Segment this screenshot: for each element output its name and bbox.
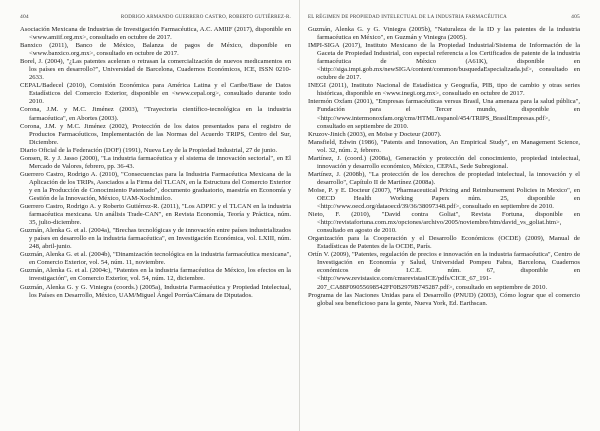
- reference-entry: Kruzov-Jinich (2003), en Moïse y Docteur (2007).: [308, 130, 442, 138]
- running-head-authors: RODRIGO ARMANDO GUERRERO CASTRO, ROBERTO GUTIÉRREZ-R.: [120, 15, 291, 20]
- reference-entry: Programa de las Naciones Unidas para el Desarrollo (PNUD) (2003), Cómo lograr que el comercio global sea beneficioso para la gente, Nueva York, Ed. Earthscan.: [308, 291, 580, 307]
- reference-entry: Martínez, J. (coord.) (2008a), Generación y protección del conocimiento, propiedad intelectual, innovación y desarrollo económico, México, CEPAL, Sede Subregional.: [308, 154, 580, 170]
- reference-entry: Guzmán, Alenka G. et al. (2004a), "Brechas tecnológicas y de innovación entre países industrializados y países en desarrollo en la industria farmacéutica", en Investigación Económica, vol. LXIII, núm. 248, abril-junio.: [20, 227, 291, 251]
- reference-list-left: [20, 26, 291, 300]
- reference-entry: Ortín V. (2009), "Patentes, regulación de precios e innovación en la industria farmacéutica", Centro de Investigación en Economía y Salud, Universidad Pompeu Fabra, Barcelona, Cuadernos económicos de I.C.E. núm. 67, disponible en <http://www.revistasice.com/cmsrevistasICE/pdfs/CICE_67_191-207_CA88F09055698542FF0B2979B745287.pdf>, consultado en septiembre de 2010.: [308, 251, 580, 291]
- reference-entry: Guzmán, Alenka G. et al. (2004c), "Patentes en la industria farmacéutica de México, los efectos en la investigación", en Comercio Exterior, vol. 54, núm. 12, diciembre.: [20, 267, 291, 283]
- running-header-left: [20, 14, 291, 20]
- reference-entry: Guzmán, Alenka G. y G. Viniegra (coords.) (2005a), Industria Farmacéutica y Propiedad Intelectual, los Países en Desarrollo, México, UAM/Miguel Ángel Porrúa/Cámara de Diputados.: [20, 283, 291, 299]
- reference-entry: Diario Oficial de la Federación (DOF) (1991), Nueva Ley de la Propiedad Industrial, 27 de junio.: [20, 146, 278, 154]
- reference-entry: CEPAL/Badecel (2010), Comisión Económica para América Latina y el Caribe/Base de Datos Estadísticos del Comercio Exterior, disponible en <www.cepal.org>, consultado durante todo 2010.: [20, 82, 291, 106]
- reference-entry: Guzmán, Alenka G. y G. Viniegra (2005b), "Naturaleza de la ID y las patentes de la industria farmacéutica en México", en Guzmán y Viniegra (2005).: [308, 26, 580, 42]
- reference-entry: Moïse, P. y E. Docteur (2007), "Pharmaceutical Pricing and Reimbursement Policies in Mexico", en OECD Health Working Papers núm. 25, disponible en <http://www.oecd.org/dataoecd/39/36/38097348.pdf>, consultado en septiembre de 2010.: [308, 186, 580, 211]
- reference-entry: Guerrero Castro, Rodrigo A. (2010), "Consecuencias para la Industria Farmacéutica Mexicana de la Aplicación de los TRIPs, Asociados a la Firma del TLCAN, en la Estructura del Comercio Exterior y en la Producción de Conocimiento Patentado", documento graduatorio, maestría en Economía y Gestión de la Innovación, México, UAM-Xochimilco.: [20, 170, 291, 202]
- page-number-left: 404: [20, 14, 29, 20]
- reference-entry: Organización para la Cooperación y el Desarrollo Económicos (OCDE) (2009), Manual de Estadísticas de Patentes de la OCDE, París.: [308, 235, 580, 251]
- reference-entry: Asociación Mexicana de Industrias de Investigación Farmacéutica, A.C. AMIIF (2017), disponible en <www.amiif.org.mx>, consultado en octubre de 2017.: [20, 26, 291, 42]
- reference-entry: Martínez, J. (2008b), "La protección de los derechos de propiedad intelectual, la innovación y el desarrollo", Capítulo II de Martínez (2008a).: [308, 170, 580, 186]
- reference-entry: Borel, J. (2004), "¿Las patentes aceleran o retrasan la comercialización de nuevos medicamentos en los países en desarrollo?", Universidad de Barcelona, Cuadernos Económicos, ICE, ISSN 0210-2633.: [20, 58, 291, 82]
- reference-entry: Guerrero Castro, Rodrigo A. y Roberto Gutiérrez-R. (2011), "Los ADPIC y el TLCAN en la industria farmacéutica mexicana. Un análisis Trade-CAN", en Revista Economía, Teoría y Práctica, núm. 35, julio-diciembre.: [20, 203, 291, 227]
- reference-entry: IMPI-SIGA (2017), Instituto Mexicano de la Propiedad Industrial/Sistema de Información de la Gaceta de Propiedad Industrial, con especial referencia a los Certificados de patente de la industria farmacéutica de México (A61K), disponible en <http://siga.impi.gob.mx/newSIGA/content/common/busquedaEspecializada.jsf>, consultado en octubre de 2017.: [308, 42, 580, 82]
- page-number-right: 405: [571, 14, 580, 20]
- running-header-right: [308, 14, 580, 20]
- reference-entry: Nieto, F. (2010), "David contra Goliat", Revista Fortuna, disponible en <http://revistafortuna.com.mx/opciones/archivo/2005/noviembre/htm/david_vs_goliat.htm>, consultado en agosto de 2010.: [308, 211, 580, 235]
- reference-entry: Banxico (2011), Banco de México, Balanza de pagos de México, disponible en <www.banxico.org.mx>, consultado en octubre de 2017.: [20, 42, 291, 58]
- reference-entry: Intermón Oxfam (2001), "Empresas farmacéuticas versus Brasil, Una amenaza para la salud pública", Fundación para el Tercer mundo, disponible en <http://www.intermonoxfam.org/cms/HTML/espanol/454/TRIPS_BrasilEmpresas.pdf>, consultado en septiembre de 2010.: [308, 98, 580, 130]
- reference-entry: Mansfield, Edwin (1986), "Patents and Innovation, An Empirical Study", en Management Science, vol. 32, núm. 2, febrero.: [308, 138, 580, 154]
- reference-entry: Corona, J.M. y M.C. Jiménez (2002), Protección de los datos presentados para el registro de Productos Farmacéuticos, Implementación de las Normas del Acuerdo TRIPS, Centro del Sur, Diciembre.: [20, 122, 291, 146]
- reference-entry: Guzmán, Alenka G. et al. (2004b), "Dinamización tecnológica en la industria farmacéutica mexicana", en Comercio Exterior, vol. 54, núm. 11, noviembre.: [20, 251, 291, 267]
- reference-entry: INEGI (2011), Instituto Nacional de Estadística y Geografía, PIB, tipo de cambio y otras series históricas, disponible en <www.inegi.org.mx>, consultado en octubre de 2017.: [308, 82, 580, 98]
- running-head-title: EL RÉGIMEN DE PROPIEDAD INTELECTUAL DE LA INDUSTRIA FARMACÉUTICA: [308, 15, 507, 20]
- reference-entry: Corona, J.M. y M.C. Jiménez (2003), "Trayectoria científico-tecnológica en la industria farmacéutica", en Abortes (2003).: [20, 106, 291, 122]
- reference-entry: Gonsen, R. y J. Jasso (2000), "La industria farmacéutica y el sistema de innovación sectorial", en El Mercado de Valores, febrero, pp. 36-43.: [20, 154, 291, 170]
- reference-list-right: [308, 26, 580, 308]
- right-page: [300, 0, 600, 431]
